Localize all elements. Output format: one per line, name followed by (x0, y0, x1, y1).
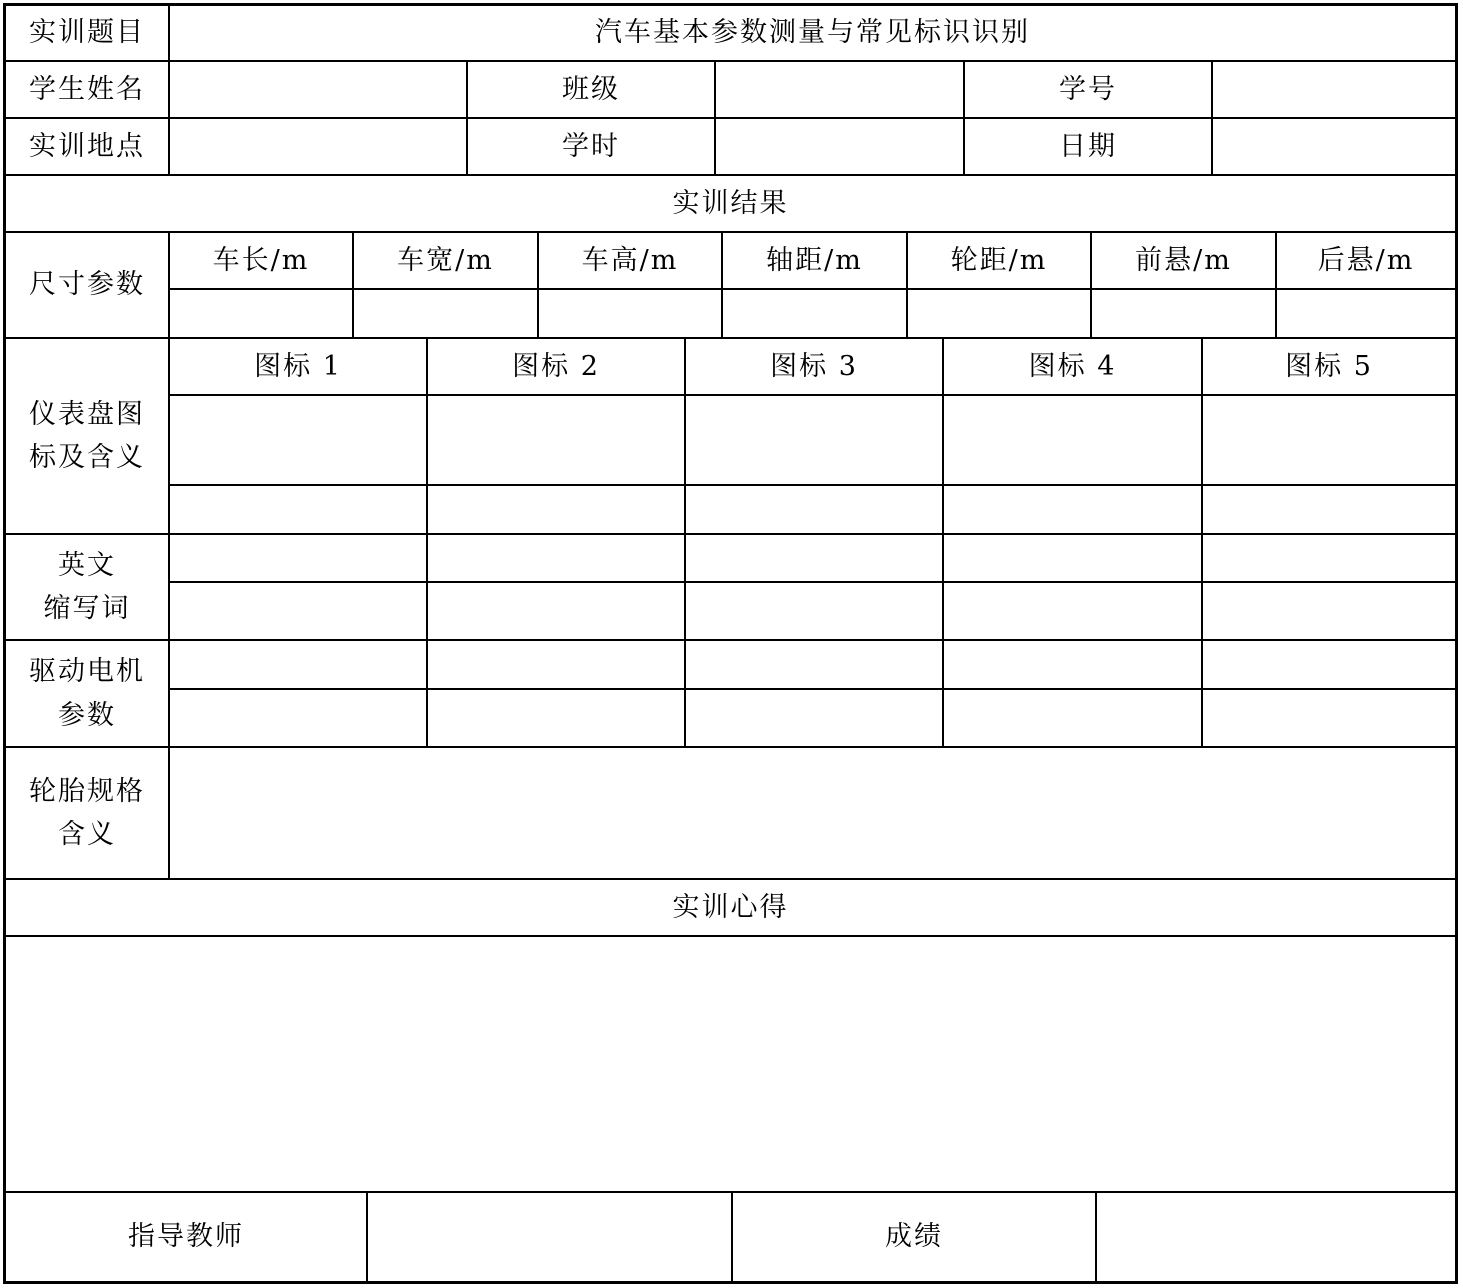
tire-meaning-field[interactable] (170, 748, 1455, 878)
class-field[interactable] (716, 62, 963, 117)
dim-value-length[interactable] (170, 290, 352, 337)
results-title: 实训结果 (672, 187, 789, 219)
motor-param-cell[interactable] (686, 641, 942, 688)
dim-value-height[interactable] (539, 290, 721, 337)
abbreviation-cell[interactable] (944, 535, 1201, 581)
teacher-field[interactable] (368, 1193, 731, 1281)
motor-param-cell[interactable] (1203, 641, 1455, 688)
tire-label-line1: 轮胎规格 (29, 775, 145, 807)
dim-value-track[interactable] (908, 290, 1090, 337)
location-label: 实训地点 (29, 130, 145, 162)
motor-value-cell[interactable] (170, 690, 426, 746)
icon-header-3: 图标 3 (770, 350, 858, 382)
topic-label: 实训题目 (29, 17, 145, 49)
dim-header-track: 轮距/m (950, 244, 1048, 276)
dim-value-wheelbase[interactable] (723, 290, 906, 337)
dim-value-width[interactable] (354, 290, 537, 337)
dim-header-height: 车高/m (581, 244, 679, 276)
motor-value-cell[interactable] (686, 690, 942, 746)
date-field[interactable] (1213, 119, 1455, 174)
student-id-field[interactable] (1213, 62, 1455, 117)
motor-value-cell[interactable] (428, 690, 684, 746)
dashboard-label-line1: 仪表盘图 (29, 398, 145, 430)
dim-header-wheelbase: 轴距/m (766, 244, 863, 276)
date-label: 日期 (1059, 130, 1117, 162)
abbreviation-cell[interactable] (1203, 535, 1455, 581)
icon-header-5: 图标 5 (1285, 350, 1373, 382)
abbreviation-cell[interactable] (170, 535, 426, 581)
abbreviations-label-line1: 英文 (58, 549, 116, 581)
abbreviation-meaning-cell[interactable] (170, 583, 426, 639)
icon-image-cell[interactable] (170, 396, 426, 484)
dashboard-label (6, 339, 168, 533)
icon-meaning-cell[interactable] (428, 486, 684, 533)
class-label: 班级 (562, 73, 620, 105)
reflection-field[interactable] (6, 937, 1455, 1191)
dim-header-length: 车长/m (212, 244, 310, 276)
motor-param-cell[interactable] (170, 641, 426, 688)
dim-header-front-overhang: 前悬/m (1135, 244, 1232, 276)
motor-label-line2: 参数 (58, 699, 116, 731)
icon-meaning-cell[interactable] (170, 486, 426, 533)
topic-value: 汽车基本参数测量与常见标识识别 (595, 17, 1030, 49)
abbreviation-cell[interactable] (686, 535, 942, 581)
icon-meaning-cell[interactable] (1203, 486, 1455, 533)
icon-image-cell[interactable] (944, 396, 1201, 484)
icon-meaning-cell[interactable] (944, 486, 1201, 533)
icon-header-1: 图标 1 (254, 350, 342, 382)
icon-image-cell[interactable] (428, 396, 684, 484)
motor-param-cell[interactable] (944, 641, 1201, 688)
tire-label-line2: 含义 (58, 819, 116, 850)
motor-label-line1: 驱动电机 (29, 656, 145, 688)
icon-header-2: 图标 2 (512, 350, 600, 382)
abbreviation-cell[interactable] (428, 535, 684, 581)
motor-value-cell[interactable] (1203, 690, 1455, 746)
score-field[interactable] (1097, 1193, 1455, 1281)
dim-header-width: 车宽/m (397, 244, 494, 276)
score-label: 成绩 (885, 1221, 943, 1253)
icon-header-4: 图标 4 (1028, 350, 1117, 382)
motor-param-cell[interactable] (428, 641, 684, 688)
abbreviation-meaning-cell[interactable] (944, 583, 1201, 639)
student-name-label: 学生姓名 (29, 73, 145, 105)
icon-image-cell[interactable] (686, 396, 942, 484)
hours-field[interactable] (716, 119, 963, 174)
student-name-field[interactable] (170, 62, 466, 117)
icon-meaning-cell[interactable] (686, 486, 942, 533)
student-id-label: 学号 (1059, 73, 1117, 105)
motor-value-cell[interactable] (944, 690, 1201, 746)
motor-label (6, 641, 168, 746)
dim-header-rear-overhang: 后悬/m (1317, 244, 1415, 276)
dim-value-front-overhang[interactable] (1092, 290, 1275, 337)
abbreviation-meaning-cell[interactable] (1203, 583, 1455, 639)
location-field[interactable] (170, 119, 466, 174)
hours-label: 学时 (562, 130, 620, 162)
dimensions-label: 尺寸参数 (29, 269, 145, 301)
abbreviation-meaning-cell[interactable] (428, 583, 684, 639)
abbreviations-label-line2: 缩写词 (43, 593, 131, 624)
tire-label (6, 748, 168, 878)
dim-value-rear-overhang[interactable] (1277, 290, 1455, 337)
dashboard-label-line2: 标及含义 (29, 442, 145, 473)
reflection-title: 实训心得 (672, 891, 789, 923)
training-report-form (3, 3, 1458, 1284)
abbreviation-meaning-cell[interactable] (686, 583, 942, 639)
teacher-label: 指导教师 (128, 1221, 244, 1253)
abbreviations-label (6, 535, 168, 639)
icon-image-cell[interactable] (1203, 396, 1455, 484)
